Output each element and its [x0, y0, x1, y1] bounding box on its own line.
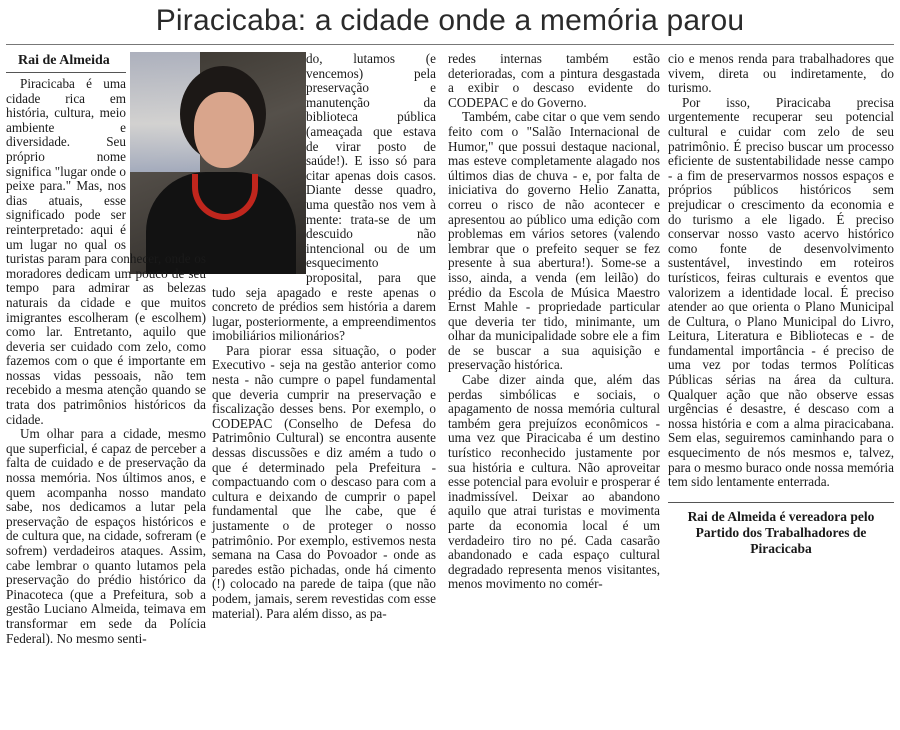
- col1-paragraph-1: Piracicaba é uma cidade rica em história, cultura, meio ambiente e diversidade. Seu próprio nome significa "lugar onde o peixe para." Mas, nos dias atuais, esse significado pode ser reinterpretado: aqui é um lugar no qual os turistas param para conhecer, onde os moradores dedicam um pouco de seu tempo para admirar as belezas naturais da cidade e que muitos imigrantes escolheram (e escolhem) como lar. Entretanto, aquilo que deveria ser cuidado com zelo, como fazemos com o que é importante em nossas vidas pessoais, não tem recebido a mesma atenção quando se trata dos patrimônios históricos da cidade.: [6, 76, 206, 427]
- headline-rule: [6, 44, 894, 45]
- col3-paragraph-3: Cabe dizer ainda que, além das perdas simbólicas e sociais, o apagamento de nossa memória cultural também gera prejuízos econômicos - uma vez que Piracicaba é um destino turístico reconhecido justamente por sua história e cultura. Não aproveitar esse potencial para evoluir e prosperar é inadmissível. Deixar ao abandono aquilo que atrai turistas e movimenta parte da economia local é um verdadeiro tiro no pé. Cada casarão abandonado e cada espaço cultural degradado representa menos visitantes, menos movimento no comér-: [448, 372, 660, 592]
- byline: Rai de Almeida: [6, 52, 126, 73]
- photo-float-spacer: [126, 77, 206, 247]
- photo-float-spacer-2: [212, 52, 306, 274]
- col1-paragraph-2: Um olhar para a cidade, mesmo que superficial, é capaz de perceber a falta de cuidado e de preservação da nossa memória. Nos últimos anos, e quem acompanha nosso mandato sabe, nos dedicamos a lutar pela preservação de espaços históricos e de cultura que, na cidade, sofreram (e sofrem) verdadeiros ataques. Assim, cabe lembrar o quanto lutamos pela preservação do prédio histórico da Pinacoteca (que a Prefeitura, sob a gestão Luciano Almeida, teimava em transformar em sede da Polícia Federal). No mesmo senti-: [6, 426, 206, 646]
- col4-paragraph-1: cio e menos renda para trabalhadores que vivem, direta ou indiretamente, do turismo.: [668, 51, 894, 96]
- author-signature: Rai de Almeida é vereadora pelo Partido dos Trabalhadores de Piracicaba: [668, 502, 894, 557]
- col3-paragraph-1: redes internas também estão deterioradas, com a pintura desgastada a exibir o descaso evidente do CODEPAC e do Governo.: [448, 51, 660, 110]
- column-2: [212, 52, 436, 621]
- column-4: [668, 52, 894, 557]
- column-3: [448, 52, 660, 592]
- col3-paragraph-2: Também, cabe citar o que vem sendo feito com o "Salão Internacional de Humor," que possui destaque nacional, mas esteve completamente alagado nos últimos dias de chuva - e, por falta de iniciativa do governo Helio Zanatta, correu o risco de não acontecer e apresentou ao público uma edição com problemas em vários setores (valendo lembrar que o prefeito sequer se fez presente à sua abertura!). Some-se a isso, ainda, a venda (em leilão) do prédio da Escola de Música Maestro Ernst Mahle - propriedade particular que deveria ter tido, minimante, um olhar da municipalidade sobre ele a fim de se buscar a sua aquisição e preservação histórica.: [448, 109, 660, 373]
- column-1: [6, 52, 206, 646]
- col2-paragraph-1: do, lutamos (e vencemos) pela preservação e manutenção da biblioteca pública (ameaçada que estava de virar posto de saúde!). E isso só para citar apenas dois casos. Diante desse quadro, uma questão nos vem à mente: trata-se de um descuido não intencional ou de um esquecimento proposital, para que tudo seja apagado e reste apenas o concreto de prédios sem história a darem lugar, posteriormente, a empreendimentos imobiliários milionários?: [212, 51, 436, 344]
- col2-paragraph-2: Para piorar essa situação, o poder Executivo - seja na gestão anterior como nesta - não cumpre o papel fundamental que deveria cumprir na preservação e fiscalização desses bens. Por exemplo, o CODEPAC (Conselho de Defesa do Patrimônio Cultural) se encontra ausente dessas discussões e diz amém a tudo o que é determinado pela Prefeitura - compactuando com o descaso para com a cultura e deixando de cumprir o papel fundamental que lhe cabe, que é justamente o de proteger o nosso patrimônio. Por exemplo, estivemos nesta semana na Casa do Povoador - onde as paredes estão pichadas, onde há cimento (!) colocado na parede de taipa (que não podem, jamais, serem revestidas com esse material). Para além disso, as pa-: [212, 342, 436, 621]
- headline: Piracicaba: a cidade onde a memória parou: [155, 4, 745, 37]
- col4-paragraph-2: Por isso, Piracicaba precisa urgentemente recuperar seu potencial cultural e cuidar com zelo de seu patrimônio. É preciso buscar um processo eficiente de sustentabilidade nesse campo - a fim de preservarmos nossos espaços e próprios públicos históricos sem prejudicar o crescimento da economia e do turismo a ele ligado. É preciso conservar nosso vasto acervo histórico como fonte de desenvolvimento sustentável, investindo em roteiros turísticos, feiras culturais e eventos que valorizem a identidade local. É preciso atender ao que orienta o Plano Municipal de Cultura, o Plano Municipal do Livro, Leitura, Literatura e Bibliotecas e - de fundamental importância - é preciso de uma vez por todas termos Políticas Públicas sérias na área da cultura. Qualquer ação que não observe essas urgências é desastre, é descaso com a nossa história e com a alma piracicabana. Sem elas, seguiremos caminhando para o esquecimento de nós mesmos e, talvez, para o mesmo buraco onde nossa memória tem sido lentamente enterrada.: [668, 94, 894, 490]
